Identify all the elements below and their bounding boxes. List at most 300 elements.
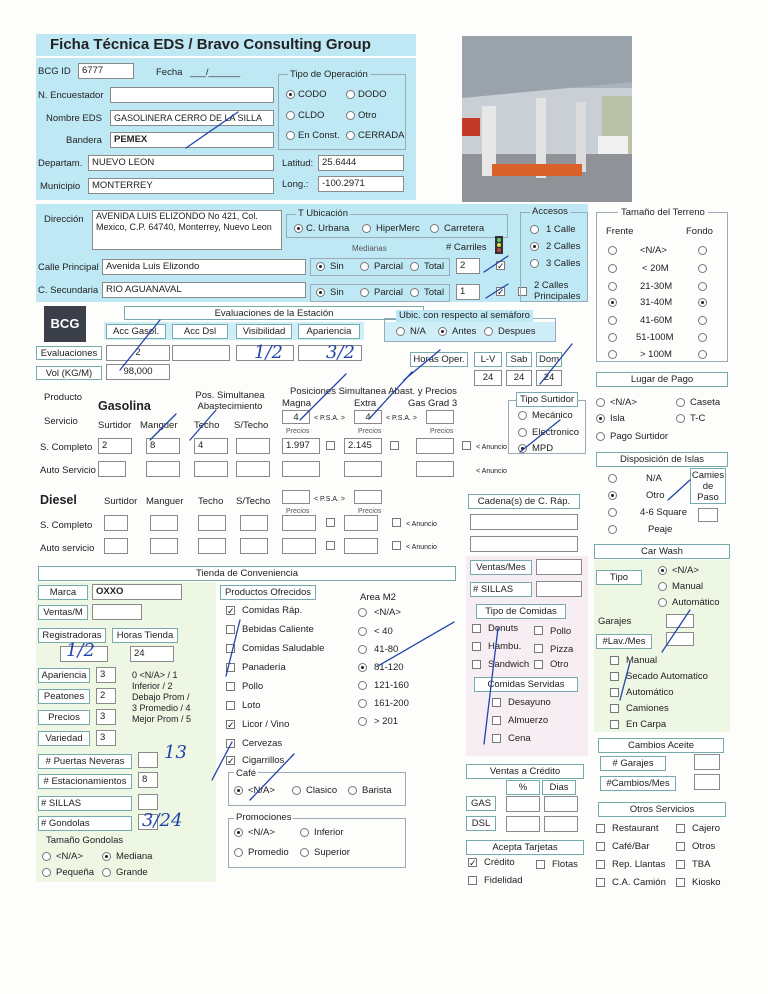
tienda-sillas-field[interactable] bbox=[138, 794, 158, 810]
area-200-radio[interactable] bbox=[358, 699, 367, 708]
frente-100-radio[interactable] bbox=[608, 333, 617, 342]
pos-sim-label: Pos. Simultanea Abastecimiento bbox=[195, 390, 265, 412]
cw-secado-check[interactable] bbox=[610, 672, 619, 681]
evaluaciones-label: Evaluaciones bbox=[36, 346, 102, 360]
precio-extra-check[interactable] bbox=[390, 441, 399, 450]
frente-30-radio[interactable] bbox=[608, 282, 617, 291]
precio-grad3-check[interactable] bbox=[462, 441, 471, 450]
eval-acc-gasol[interactable]: 2 bbox=[106, 345, 170, 361]
dsl-as-surtidor[interactable] bbox=[104, 538, 128, 554]
ca-cambios-field[interactable] bbox=[694, 774, 720, 790]
precios-label-1: Precios bbox=[286, 428, 310, 435]
cs-desayuno-label: Desayuno bbox=[508, 697, 551, 708]
sem-antes-radio[interactable] bbox=[438, 327, 447, 336]
promo-promedio-radio[interactable] bbox=[234, 848, 243, 857]
cambios-aceite-label: Cambios Aceite bbox=[598, 738, 724, 753]
municipio-label: Municipio bbox=[40, 181, 81, 192]
surt-electronico-label: Electronico bbox=[532, 427, 579, 438]
pago-na-radio[interactable] bbox=[596, 398, 605, 407]
prod-pollo-label: Pollo bbox=[242, 681, 264, 692]
tc-donuts-label: Donuts bbox=[488, 623, 519, 634]
ubic-urbana-radio[interactable] bbox=[294, 224, 303, 233]
sem-antes-label: Antes bbox=[452, 326, 477, 337]
area-201-radio[interactable] bbox=[358, 717, 367, 726]
med2-sin-label: Sin bbox=[330, 287, 344, 298]
frente-gt100-radio[interactable] bbox=[608, 350, 617, 359]
hours-dom[interactable]: 24 bbox=[536, 370, 562, 386]
pago-tc-radio[interactable] bbox=[676, 414, 685, 423]
op-otro-radio[interactable] bbox=[346, 111, 355, 120]
variedad-field[interactable]: 3 bbox=[96, 730, 116, 746]
srv-otros-label: Otros bbox=[692, 841, 716, 852]
tarj-flotas-check[interactable] bbox=[536, 860, 545, 869]
ubic-carretera-radio[interactable] bbox=[430, 224, 439, 233]
encuestador-field[interactable] bbox=[110, 87, 274, 103]
dsl-precios-1: Precios bbox=[286, 508, 310, 515]
prod-comidas-rap-check[interactable]: ✓ bbox=[227, 606, 235, 616]
promo-inferior-radio[interactable] bbox=[300, 828, 309, 837]
credito-gas-pct[interactable] bbox=[506, 796, 540, 812]
acc-2calles-label: 2 Calles bbox=[546, 241, 581, 252]
dsl-sc-precio1[interactable] bbox=[282, 515, 316, 531]
puertas-label: # Puertas Neveras bbox=[38, 754, 132, 769]
islas-square-radio[interactable] bbox=[608, 508, 617, 517]
tipo-comidas-label: Tipo de Comidas bbox=[476, 604, 566, 619]
frente-na-radio[interactable] bbox=[608, 246, 617, 255]
prod-panaderia-check[interactable] bbox=[226, 663, 235, 672]
op-enconst-radio[interactable] bbox=[286, 131, 295, 140]
srv-kiosko-check[interactable] bbox=[676, 878, 685, 887]
eval-acc-dsl[interactable] bbox=[172, 345, 230, 361]
tarj-flotas-label: Flotas bbox=[552, 859, 578, 870]
prod-pollo-check[interactable] bbox=[226, 682, 235, 691]
carriles2-field[interactable]: 1 bbox=[456, 284, 480, 300]
islas-na-radio[interactable] bbox=[608, 474, 617, 483]
bcg-id-label: BCG ID bbox=[38, 66, 71, 77]
as-precio-extra[interactable] bbox=[344, 461, 382, 477]
op-cldo-radio[interactable] bbox=[286, 111, 295, 120]
cw-carpa-label: En Carpa bbox=[626, 719, 667, 730]
gondolas-label: # Gondolas bbox=[38, 816, 132, 831]
op-enconst-label: En Const. bbox=[298, 130, 340, 141]
cafe-na-radio[interactable] bbox=[234, 786, 243, 795]
ca-cambios-label: #Cambios/Mes bbox=[600, 776, 676, 791]
fondo-40-radio[interactable] bbox=[698, 298, 707, 307]
prod-cervezas-label: Cervezas bbox=[242, 738, 283, 749]
ubic-hipermerc-radio[interactable] bbox=[362, 224, 371, 233]
dsl-col-techo: Techo bbox=[198, 496, 224, 507]
gon-mediana-label: Mediana bbox=[116, 851, 153, 862]
evaluaciones-header: Evaluaciones de la Estación bbox=[124, 306, 424, 320]
tc-otro-check[interactable] bbox=[534, 660, 543, 669]
ventas-mes-label: Ventas/Mes bbox=[470, 560, 532, 575]
area-na-radio[interactable] bbox=[358, 608, 367, 617]
carriles1-field[interactable]: 2 bbox=[456, 258, 480, 274]
srv-llantas-label: Rep. Llantas bbox=[612, 859, 666, 870]
op-cerrada-label: CERRADA bbox=[358, 130, 405, 141]
surt-electronico-radio[interactable] bbox=[518, 428, 527, 437]
dsl-sc-manguer[interactable] bbox=[150, 515, 178, 531]
registradoras-label: Registradoras bbox=[38, 628, 106, 643]
pago-tc-label: T-C bbox=[690, 413, 706, 424]
puertas-field[interactable] bbox=[138, 752, 158, 768]
psa-label-2: < P.S.A. > bbox=[386, 415, 418, 422]
terreno-legend: Tamaño del Terreno bbox=[618, 207, 708, 219]
dsl-as-check2[interactable] bbox=[392, 541, 401, 550]
calle-secundaria-field[interactable]: RIO AGUANAVAL bbox=[102, 282, 306, 298]
credito-dsl-dias[interactable] bbox=[544, 816, 578, 832]
srv-otros-check[interactable] bbox=[676, 842, 685, 851]
ventas-m-field[interactable] bbox=[92, 604, 142, 620]
fecha-field[interactable]: ___/______ bbox=[190, 67, 241, 78]
prod-saludable-check[interactable] bbox=[226, 644, 235, 653]
op-codo-radio[interactable] bbox=[286, 90, 295, 99]
frente-40-radio[interactable] bbox=[608, 298, 617, 307]
precios-field[interactable]: 3 bbox=[96, 709, 116, 725]
area-40-radio[interactable] bbox=[358, 627, 367, 636]
islas-square-label: 4-6 Square bbox=[640, 507, 688, 518]
hours-lv[interactable]: 24 bbox=[474, 370, 502, 386]
srv-cajero-label: Cajero bbox=[692, 823, 720, 834]
med1-sin-radio[interactable] bbox=[316, 262, 325, 271]
promo-superior-radio[interactable] bbox=[300, 848, 309, 857]
gas-sc-techo[interactable]: 4 bbox=[194, 438, 228, 454]
page-title: Ficha Técnica EDS / Bravo Consulting Group bbox=[36, 34, 416, 56]
as-precio-grad3[interactable] bbox=[416, 461, 454, 477]
col-acc-gasol: Acc Gasol. bbox=[106, 324, 166, 339]
tam-gondolas-label: Tamaño Gondolas bbox=[46, 835, 124, 846]
cw-camiones-check[interactable] bbox=[610, 704, 619, 713]
day-sab: Sab bbox=[506, 352, 532, 367]
dsl-as-techo[interactable] bbox=[198, 538, 226, 554]
islas-otro-radio[interactable] bbox=[608, 491, 617, 500]
dsl-psa-2[interactable] bbox=[354, 490, 382, 504]
ubic-urbana-label: C. Urbana bbox=[306, 223, 350, 234]
tc-sandwich-check[interactable] bbox=[472, 660, 481, 669]
camiones-paso-field[interactable] bbox=[698, 508, 718, 522]
calle-principal-field[interactable]: Avenida Luis Elizondo bbox=[102, 259, 306, 275]
frente-60-radio[interactable] bbox=[608, 316, 617, 325]
long-label: Long.: bbox=[282, 179, 309, 190]
psa-magna[interactable]: 4 bbox=[282, 410, 310, 424]
med2-parcial-radio[interactable] bbox=[360, 288, 369, 297]
prod-licor-check[interactable]: ✓ bbox=[227, 720, 235, 730]
pago-isla-radio[interactable] bbox=[596, 414, 605, 423]
gas-as-stecho[interactable] bbox=[236, 461, 270, 477]
tarj-credito-label: Crédito bbox=[484, 857, 515, 868]
acc-2calles-radio[interactable] bbox=[530, 242, 539, 251]
servicio-label: Servicio bbox=[44, 416, 78, 427]
acc-2principales-label: 2 Calles Principales bbox=[534, 280, 581, 302]
tc-donuts-check[interactable] bbox=[472, 624, 481, 633]
carriles1-check[interactable]: ✓ bbox=[497, 261, 505, 271]
prod-loto-check[interactable] bbox=[226, 701, 235, 710]
srv-camion-check[interactable] bbox=[596, 878, 605, 887]
srv-restaurant-label: Restaurant bbox=[612, 823, 659, 834]
tc-sandwich-label: Sandwich bbox=[488, 659, 530, 670]
area-80-radio[interactable] bbox=[358, 645, 367, 654]
fondo-gt100-radio[interactable] bbox=[698, 350, 707, 359]
credito-dsl-pct[interactable] bbox=[506, 816, 540, 832]
nombre-eds-field[interactable]: GASOLINERA CERRO DE LA SILLA bbox=[110, 110, 274, 126]
handwriting-apariencia: 3/2 bbox=[326, 342, 355, 363]
promo-superior-label: Superior bbox=[314, 847, 350, 858]
scale-legend: 0 <N/A> / 1 Inferior / 2 Debajo Prom / 3 Promedio / 4 Mejor Prom / 5 bbox=[132, 670, 192, 724]
prod-bebidas-check[interactable] bbox=[226, 625, 235, 634]
cw-na-radio[interactable] bbox=[658, 566, 667, 575]
day-dom: Dom bbox=[536, 352, 562, 367]
med1-total-label: Total bbox=[424, 261, 445, 272]
pos-abast-label: Posiciones Simultanea Abast. y Precios bbox=[290, 386, 457, 397]
prod-licor-label: Licor / Vino bbox=[242, 719, 290, 730]
estacionamientos-field[interactable]: 8 bbox=[138, 772, 158, 788]
dsl-sc-check2[interactable] bbox=[392, 518, 401, 527]
tarj-fidelidad-check[interactable] bbox=[468, 876, 477, 885]
op-codo-label: CODO bbox=[298, 89, 327, 100]
size-60-label: 41-60M bbox=[640, 315, 673, 326]
ca-garajes-field[interactable] bbox=[694, 754, 720, 770]
peatones-label: Peatones bbox=[38, 689, 90, 704]
cw-automatico-check[interactable] bbox=[610, 688, 619, 697]
med1-sin-label: Sin bbox=[330, 261, 344, 272]
promociones-legend: Promociones bbox=[236, 812, 292, 823]
srv-llantas-check[interactable] bbox=[596, 860, 605, 869]
pago-isla-label: Isla bbox=[610, 413, 625, 424]
as-precio-magna[interactable] bbox=[282, 461, 320, 477]
tc-pollo-label: Pollo bbox=[550, 626, 572, 637]
cw-garajes-field[interactable] bbox=[666, 614, 694, 628]
prod-cervezas-check[interactable] bbox=[226, 739, 235, 748]
dsl-col-manguer: Manguer bbox=[146, 496, 184, 507]
area-40-label: < 40 bbox=[374, 626, 393, 637]
cs-desayuno-check[interactable] bbox=[492, 698, 501, 707]
credito-pct-label: % bbox=[506, 780, 540, 795]
credito-label: Ventas a Crédito bbox=[466, 764, 584, 779]
surt-mecanico-label: Mecánico bbox=[532, 410, 573, 421]
area-160-radio[interactable] bbox=[358, 681, 367, 690]
gas-sc-surtidor[interactable]: 2 bbox=[98, 438, 132, 454]
sem-na-radio[interactable] bbox=[396, 327, 405, 336]
day-lv: L-V bbox=[474, 352, 502, 367]
dsl-as-precio2[interactable] bbox=[344, 538, 378, 554]
surt-mpd-radio[interactable] bbox=[518, 444, 527, 453]
direccion-label: Dirección bbox=[44, 214, 84, 225]
size-100-label: 51-100M bbox=[636, 332, 674, 343]
prod-panaderia-label: Panadería bbox=[242, 662, 286, 673]
op-dodo-radio[interactable] bbox=[346, 90, 355, 99]
tc-pollo-check[interactable] bbox=[534, 626, 543, 635]
fondo-na-radio[interactable] bbox=[698, 246, 707, 255]
gas-as-manguer[interactable] bbox=[146, 461, 180, 477]
gon-na-radio[interactable] bbox=[42, 852, 51, 861]
dsl-as-manguer[interactable] bbox=[150, 538, 178, 554]
acc-3calles-label: 3 Calles bbox=[546, 258, 581, 269]
cw-lav-label: #Lav./Mes bbox=[596, 634, 652, 649]
dsl-sc-techo[interactable] bbox=[198, 515, 226, 531]
cw-manual-check[interactable] bbox=[610, 656, 619, 665]
promo-na-radio[interactable] bbox=[234, 828, 243, 837]
long-field[interactable]: -100.2971 bbox=[318, 176, 404, 192]
tarj-credito-check[interactable]: ✓ bbox=[469, 858, 477, 868]
peatones-field[interactable]: 2 bbox=[96, 688, 116, 704]
cadena-field-1[interactable] bbox=[470, 514, 578, 530]
pago-caseta-radio[interactable] bbox=[676, 398, 685, 407]
municipio-field[interactable]: MONTERREY bbox=[88, 178, 274, 194]
med1-parcial-radio[interactable] bbox=[360, 262, 369, 271]
bcg-id-field[interactable]: 6777 bbox=[78, 63, 134, 79]
frente-20-radio[interactable] bbox=[608, 264, 617, 273]
gon-grande-radio[interactable] bbox=[102, 868, 111, 877]
prod-cigarrillos-label: Cigarrillos bbox=[242, 755, 285, 766]
carriles2-check[interactable]: ✓ bbox=[497, 287, 505, 297]
acc-3calles-radio[interactable] bbox=[530, 259, 539, 268]
tc-hambu-check[interactable] bbox=[472, 642, 481, 651]
fondo-100-radio[interactable] bbox=[698, 333, 707, 342]
cadenas-label: Cadena(s) de C. Ráp. bbox=[468, 494, 580, 509]
area-legend: Area M2 bbox=[360, 592, 396, 603]
prod-cigarrillos-check[interactable]: ✓ bbox=[227, 756, 235, 766]
cw-auto-radio[interactable] bbox=[658, 598, 667, 607]
gas-sc-manguer[interactable]: 8 bbox=[146, 438, 180, 454]
ventas-mes-field[interactable] bbox=[536, 559, 582, 575]
fondo-20-radio[interactable] bbox=[698, 264, 707, 273]
cw-manual-check-label: Manual bbox=[626, 655, 658, 666]
gon-pequena-label: Pequeña bbox=[56, 867, 95, 878]
credito-dsl-label: DSL bbox=[466, 816, 496, 831]
latitud-label: Latitud: bbox=[282, 158, 314, 169]
cafe-clasico-label: Clasico bbox=[306, 785, 338, 796]
gas-as-surtidor[interactable] bbox=[98, 461, 126, 477]
dsl-sc-surtidor[interactable] bbox=[104, 515, 128, 531]
horas-tienda-field[interactable]: 24 bbox=[130, 646, 174, 662]
cafe-legend: Café bbox=[236, 768, 257, 779]
cafe-barista-radio[interactable] bbox=[348, 786, 357, 795]
direccion-field[interactable]: AVENIDA LUIS ELIZONDO No 421, Col. Mexico, C.P. 64740, Monterrey, Nuevo Leon bbox=[92, 210, 282, 250]
cs-cena-check[interactable] bbox=[492, 734, 501, 743]
size-20-label: < 20M bbox=[642, 263, 669, 274]
vol-label: Vol (KG/M) bbox=[36, 366, 102, 380]
gon-mediana-radio[interactable] bbox=[102, 852, 111, 861]
gas-col-techo: Techo bbox=[194, 420, 220, 431]
bcg-logo: BCG bbox=[44, 306, 86, 342]
area-120-radio[interactable] bbox=[358, 663, 367, 672]
precios-label-3: Precios bbox=[430, 428, 454, 435]
tipo-surtidor-legend: Tipo Surtidor bbox=[516, 392, 578, 407]
ca-garajes-label: # Garajes bbox=[600, 756, 666, 771]
cw-manual-radio[interactable] bbox=[658, 582, 667, 591]
producto-label: Producto bbox=[44, 392, 83, 403]
ubicacion-legend: T Ubicación bbox=[298, 208, 348, 219]
disposicion-legend: Disposición de Islas bbox=[596, 452, 728, 467]
med2-sin-radio[interactable] bbox=[316, 288, 325, 297]
latitud-field[interactable]: 25.6444 bbox=[318, 155, 404, 171]
area-200-label: 161-200 bbox=[374, 698, 409, 709]
bandera-field[interactable]: PEMEX bbox=[110, 132, 274, 148]
gon-pequena-radio[interactable] bbox=[42, 868, 51, 877]
cadena-field-2[interactable] bbox=[470, 536, 578, 552]
cw-camiones-label: Camiones bbox=[626, 703, 669, 714]
sem-despues-radio[interactable] bbox=[484, 327, 493, 336]
dsl-sc-check1[interactable] bbox=[326, 518, 335, 527]
dsl-psa-1[interactable] bbox=[282, 490, 310, 504]
marca-label: Marca bbox=[38, 585, 88, 600]
dsl-as-check1[interactable] bbox=[326, 541, 335, 550]
gas-as-techo[interactable] bbox=[194, 461, 228, 477]
handwriting-puertas: 13 bbox=[164, 742, 187, 763]
cs-cena-label: Cena bbox=[508, 733, 531, 744]
cw-automatico-label: Automático bbox=[626, 687, 674, 698]
acc-1calle-radio[interactable] bbox=[530, 225, 539, 234]
comidas-sillas-field[interactable] bbox=[536, 581, 582, 597]
credito-gas-label: GAS bbox=[466, 796, 496, 811]
srv-restaurant-check[interactable] bbox=[596, 824, 605, 833]
op-cerrada-radio[interactable] bbox=[346, 131, 355, 140]
apariencia-field[interactable]: 3 bbox=[96, 667, 116, 683]
as-label: Auto Servicio bbox=[40, 465, 96, 476]
fondo-60-radio[interactable] bbox=[698, 316, 707, 325]
credito-gas-dias[interactable] bbox=[544, 796, 578, 812]
cs-almuerzo-check[interactable] bbox=[492, 716, 501, 725]
psa-grad3[interactable] bbox=[426, 410, 454, 424]
tc-pizza-check[interactable] bbox=[534, 644, 543, 653]
op-otro-label: Otro bbox=[358, 110, 377, 121]
dsl-sc-stecho[interactable] bbox=[240, 515, 268, 531]
estacionamientos-label: # Estacionamientos bbox=[38, 774, 132, 789]
cafe-na-label: <N/A> bbox=[248, 785, 275, 796]
precio-grad3[interactable] bbox=[416, 438, 454, 454]
fecha-label: Fecha bbox=[156, 67, 183, 78]
dsl-anuncio-2: < Anuncio bbox=[406, 544, 437, 551]
medianas-label: Medianas bbox=[352, 244, 387, 253]
credito-dias-label: Dias bbox=[542, 780, 576, 795]
carwash-tipo-label: Tipo bbox=[596, 570, 642, 585]
surt-mecanico-radio[interactable] bbox=[518, 411, 527, 420]
med2-total-radio[interactable] bbox=[410, 288, 419, 297]
acc-1calle-label: 1 Calle bbox=[546, 224, 576, 235]
dsl-sc-precio2[interactable] bbox=[344, 515, 378, 531]
srv-cajero-check[interactable] bbox=[676, 824, 685, 833]
precio-magna[interactable]: 1.997 bbox=[282, 438, 320, 454]
anuncio-label-1: < Anuncio bbox=[476, 444, 507, 451]
gas-sc-stecho[interactable] bbox=[236, 438, 270, 454]
cw-lav-field[interactable] bbox=[666, 632, 694, 646]
pago-surtidor-radio[interactable] bbox=[596, 432, 605, 441]
srv-tba-check[interactable] bbox=[676, 860, 685, 869]
psa-extra[interactable]: 4 bbox=[354, 410, 382, 424]
area-na-label: <N/A> bbox=[374, 607, 401, 618]
dsl-as-precio1[interactable] bbox=[282, 538, 316, 554]
precio-extra[interactable]: 2.145 bbox=[344, 438, 382, 454]
med1-total-radio[interactable] bbox=[410, 262, 419, 271]
cafe-clasico-radio[interactable] bbox=[292, 786, 301, 795]
islas-peaje-radio[interactable] bbox=[608, 525, 617, 534]
grade-extra: Extra bbox=[354, 398, 377, 409]
departam-label: Departam. bbox=[38, 158, 83, 169]
cw-carpa-check[interactable] bbox=[610, 720, 619, 729]
fondo-30-radio[interactable] bbox=[698, 282, 707, 291]
gas-col-manguer: Manguer bbox=[140, 420, 178, 431]
departam-field[interactable]: NUEVO LEON bbox=[88, 155, 274, 171]
vol-field[interactable]: 98,000 bbox=[106, 364, 170, 380]
srv-cafebar-check[interactable] bbox=[596, 842, 605, 851]
islas-otro-label: Otro bbox=[646, 490, 665, 501]
precio-magna-check[interactable] bbox=[326, 441, 335, 450]
marca-field[interactable]: OXXO bbox=[92, 584, 182, 600]
islas-na-label: N/A bbox=[646, 473, 662, 484]
dsl-as-stecho[interactable] bbox=[240, 538, 268, 554]
hours-sab[interactable]: 24 bbox=[506, 370, 532, 386]
op-dodo-label: DODO bbox=[358, 89, 387, 100]
